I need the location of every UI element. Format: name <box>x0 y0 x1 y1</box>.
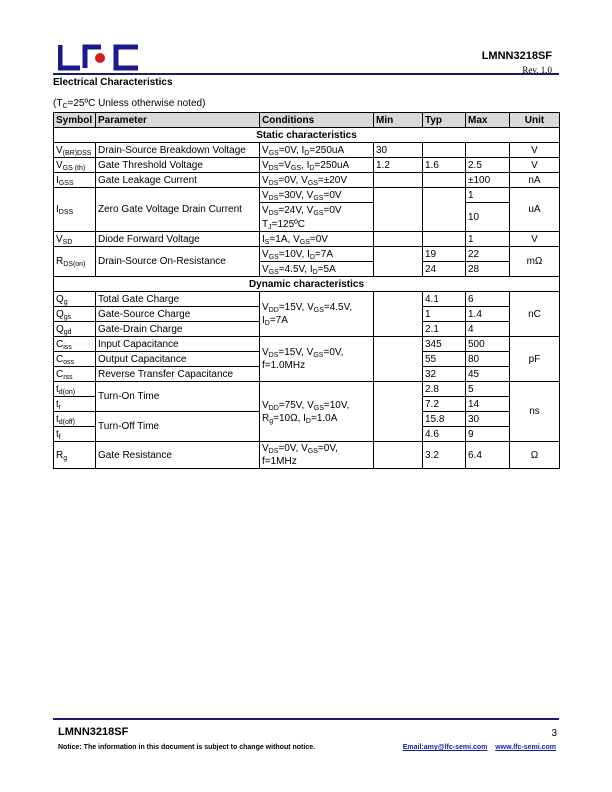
max-value: 500 <box>466 337 510 352</box>
param-label: Gate Threshold Voltage <box>96 158 260 173</box>
max-value: 14 <box>466 397 510 412</box>
condition-text: $V_{GS}=4.5V$, $I_D=5A$ <box>260 262 374 277</box>
typ-value: 4.6 <box>423 427 466 442</box>
param-label: Drain-Source On-Resistance <box>96 247 260 277</box>
param-label: Turn-On Time <box>96 382 260 412</box>
symbol-qgd: $Q_{gd}$ <box>54 322 96 337</box>
param-label: Diode Forward Voltage <box>96 232 260 247</box>
table-row <box>54 173 560 188</box>
website-link[interactable]: www.lfc-semi.com <box>495 744 556 751</box>
unit-value: ns <box>510 382 560 442</box>
min-value <box>374 247 423 277</box>
param-label: Output Capacitance <box>96 352 260 367</box>
unit-value: mΩ <box>510 247 560 277</box>
section-title: Electrical Characteristics <box>53 77 173 88</box>
symbol-coss: $C_{oss}$ <box>54 352 96 367</box>
table-row <box>54 188 560 203</box>
max-value: 2.5 <box>466 158 510 173</box>
param-label: Gate Leakage Current <box>96 173 260 188</box>
symbol-ciss: $C_{iss}$ <box>54 337 96 352</box>
symbol-rdson: $R_{DS(on)}$ <box>54 247 96 277</box>
unit-value: V <box>510 158 560 173</box>
typ-value: 345 <box>423 337 466 352</box>
min-value <box>374 382 423 442</box>
footer-part-number: LMNN3218SF <box>58 726 129 738</box>
max-value <box>466 143 510 158</box>
col-header-parameter: Parameter <box>96 113 260 128</box>
footer-divider <box>53 718 559 720</box>
typ-value: 4.1 <box>423 292 466 307</box>
typ-value: 32 <box>423 367 466 382</box>
typ-value: 1.6 <box>423 158 466 173</box>
table-row <box>54 382 560 397</box>
symbol-vgsth: $V_{GS (th)}$ <box>54 158 96 173</box>
table-row <box>54 247 560 262</box>
condition-text: $V_{GS}=0V$, $I_D=250uA$ <box>260 143 374 158</box>
symbol-bvdss: $V_{(BR)DSS}$ <box>54 143 96 158</box>
header-right <box>482 50 552 75</box>
typ-value: 7.2 <box>423 397 466 412</box>
footer-notice: Notice: The information in this document is subject to change without notice. <box>58 744 316 751</box>
condition-text: $V_{DS}=24V$, $V_{GS}=0V$ <box>260 203 374 218</box>
symbol-crss: $C_{rss}$ <box>54 367 96 382</box>
max-value: 6.4 <box>466 442 510 469</box>
min-value: 1.2 <box>374 158 423 173</box>
param-label: Gate-Drain Charge <box>96 322 260 337</box>
param-label: Input Capacitance <box>96 337 260 352</box>
max-value: 28 <box>466 262 510 277</box>
col-header-max: Max <box>466 113 510 128</box>
section-label-dynamic: Dynamic characteristics <box>54 277 560 292</box>
max-value: 1.4 <box>466 307 510 322</box>
max-value: 9 <box>466 427 510 442</box>
typ-value: 3.2 <box>423 442 466 469</box>
lfc-logo <box>58 43 142 71</box>
min-value: 30 <box>374 143 423 158</box>
typ-value: 1 <box>423 307 466 322</box>
min-value <box>374 292 423 337</box>
param-label: Drain-Source Breakdown Voltage <box>96 143 260 158</box>
unit-value: pF <box>510 337 560 382</box>
condition-text: $I_S=1A$, $V_{GS}=0V$ <box>260 232 374 247</box>
header-part-number: LMNN3218SF <box>481 50 552 62</box>
param-label: Gate Resistance <box>96 442 260 469</box>
email-link[interactable]: Email:amy@lfc-semi.com <box>402 744 488 751</box>
param-label: Total Gate Charge <box>96 292 260 307</box>
symbol-rg: $R_g$ <box>54 442 96 469</box>
table-row <box>54 232 560 247</box>
max-value: 6 <box>466 292 510 307</box>
min-value <box>374 188 423 232</box>
max-value: 1 <box>466 188 510 203</box>
header-revision: Rev. 1.0 <box>522 65 552 75</box>
col-header-conditions: Conditions <box>260 113 374 128</box>
symbol-igss: $I_{GSS}$ <box>54 173 96 188</box>
typ-value: 2.1 <box>423 322 466 337</box>
condition-text: $V_{DS}=30V$, $V_{GS}=0V$ <box>260 188 374 203</box>
condition-text: $V_{DS}=0V$, $V_{GS}=\pm 20V$ <box>260 173 374 188</box>
typ-value <box>423 143 466 158</box>
max-value: 22 <box>466 247 510 262</box>
max-value: 5 <box>466 382 510 397</box>
typ-value <box>423 188 466 232</box>
unit-value: V <box>510 143 560 158</box>
table-row <box>54 292 560 307</box>
condition-text: $T_J=125ºC$ <box>260 217 374 232</box>
condition-text: $V_{GS}=10V$, $I_D=7A$ <box>260 247 374 262</box>
symbol-tr: $t_r$ <box>54 397 96 412</box>
table-row <box>54 337 560 352</box>
header-divider <box>53 73 559 75</box>
typ-value: 55 <box>423 352 466 367</box>
condition-note: ($T_C=25ºC$ Unless otherwise noted) <box>53 98 206 110</box>
symbol-tdoff: $t_{d(off)}$ <box>54 412 96 427</box>
unit-value: nA <box>510 173 560 188</box>
symbol-vsd: $V_{SD}$ <box>54 232 96 247</box>
col-header-symbol: Symbol <box>54 113 96 128</box>
param-label: Gate-Source Charge <box>96 307 260 322</box>
min-value <box>374 442 423 469</box>
col-header-unit: Unit <box>510 113 560 128</box>
footer-contact <box>403 744 556 751</box>
condition-text: $V_{DD}=75V$, $V_{GS}=10V$, $R_g=10\Omega$, $I_D=1.0A$ <box>260 382 374 442</box>
typ-value: 24 <box>423 262 466 277</box>
min-value <box>374 232 423 247</box>
unit-value: nC <box>510 292 560 337</box>
symbol-tf: $t_f$ <box>54 427 96 442</box>
col-header-typ: Typ <box>423 113 466 128</box>
condition-text: $V_{DS}=V_{GS}$, $I_D=250uA$ <box>260 158 374 173</box>
min-value <box>374 173 423 188</box>
max-value: 45 <box>466 367 510 382</box>
condition-text: $V_{DS}=0V$, $V_{GS}=0V$, f=1MHz <box>260 442 374 469</box>
symbol-qg: $Q_g$ <box>54 292 96 307</box>
section-label-static: Static characteristics <box>54 128 560 143</box>
typ-value <box>423 173 466 188</box>
max-value: 30 <box>466 412 510 427</box>
symbol-idss: $I_{DSS}$ <box>54 188 96 232</box>
param-label: Zero Gate Voltage Drain Current <box>96 188 260 232</box>
max-value: 80 <box>466 352 510 367</box>
max-value: 1 <box>466 232 510 247</box>
section-row-static <box>54 128 560 143</box>
unit-value: uA <box>510 188 560 232</box>
max-value: ±100 <box>466 173 510 188</box>
unit-value: Ω <box>510 442 560 469</box>
col-header-min: Min <box>374 113 423 128</box>
table-row <box>54 143 560 158</box>
symbol-qgs: $Q_{gs}$ <box>54 307 96 322</box>
page-number: 3 <box>551 728 557 739</box>
unit-value: V <box>510 232 560 247</box>
param-label: Reverse Transfer Capacitance <box>96 367 260 382</box>
condition-text: $V_{DD}=15V$, $V_{GS}=4.5V$, $I_D=7A$ <box>260 292 374 337</box>
typ-value <box>423 232 466 247</box>
condition-text: $V_{DS}=15V$, $V_{GS}=0V$, f=1.0MHz <box>260 337 374 382</box>
electrical-characteristics-table <box>53 112 560 469</box>
symbol-tdon: $t_{d(on)}$ <box>54 382 96 397</box>
param-label: Turn-Off Time <box>96 412 260 442</box>
typ-value: 2.8 <box>423 382 466 397</box>
table-row <box>54 158 560 173</box>
max-value: 4 <box>466 322 510 337</box>
table-header-row <box>54 113 560 128</box>
max-value: 10 <box>466 203 510 232</box>
typ-value: 19 <box>423 247 466 262</box>
section-row-dynamic <box>54 277 560 292</box>
table-row <box>54 442 560 469</box>
min-value <box>374 337 423 382</box>
typ-value: 15.8 <box>423 412 466 427</box>
